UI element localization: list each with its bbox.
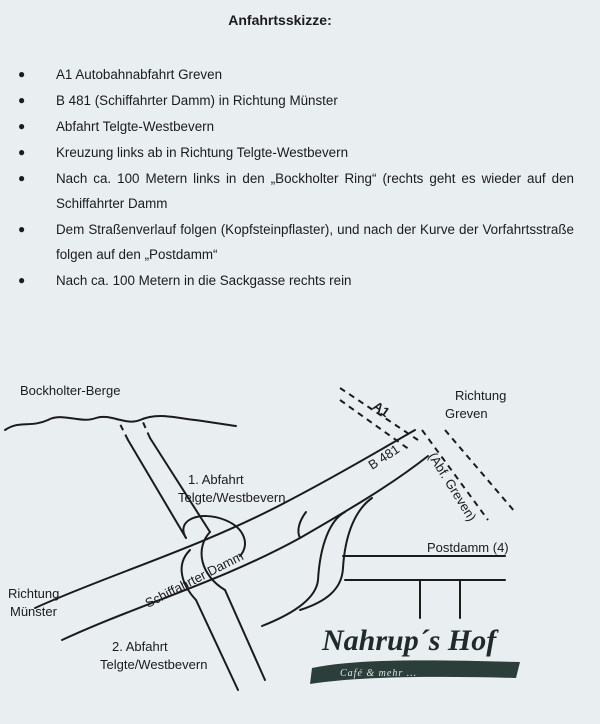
side-road-left-lower bbox=[196, 600, 238, 690]
label-richtung-muenster-2: Münster bbox=[10, 604, 57, 619]
list-item: ● Nach ca. 100 Metern links in den „Bockholter Ring“ (rechts geht es wieder auf den Schiffahrter Damm bbox=[14, 166, 574, 216]
bullet-icon: ● bbox=[18, 222, 26, 236]
bullet-icon: ● bbox=[18, 119, 26, 133]
side-road-right-lower bbox=[225, 590, 265, 680]
label-postdamm: Postdamm (4) bbox=[427, 540, 509, 555]
list-item: ● Abfahrt Telgte-Westbevern bbox=[14, 114, 574, 139]
bullet-icon: ● bbox=[18, 273, 26, 287]
bullet-icon: ● bbox=[18, 67, 26, 81]
label-richtung-greven-2: Greven bbox=[445, 406, 488, 421]
label-abfahrt1-line2: Telgte/Westbevern bbox=[178, 490, 286, 505]
label-abfahrt2-line2: Telgte/Westbevern bbox=[100, 657, 208, 672]
logo bbox=[310, 624, 520, 684]
bullet-icon: ● bbox=[18, 145, 26, 159]
label-schiffahrter-damm: Schiffahrter Damm bbox=[142, 548, 246, 611]
side-road-dash-left bbox=[118, 420, 128, 440]
list-item: ● B 481 (Schiffahrter Damm) in Richtung Münster bbox=[14, 88, 574, 113]
label-richtung-greven-1: Richtung bbox=[455, 388, 507, 403]
bockholter-ring-inner bbox=[300, 498, 372, 610]
list-item: ● Nach ca. 100 Metern in die Sackgasse rechts rein bbox=[14, 268, 574, 293]
side-road-left-upper bbox=[128, 440, 186, 538]
side-road-dash-right bbox=[142, 420, 150, 438]
list-item: ● A1 Autobahnabfahrt Greven bbox=[14, 62, 574, 87]
bullet-icon: ● bbox=[18, 93, 26, 107]
label-abf-greven: (Abf. Greven) bbox=[425, 449, 480, 524]
label-a1: A1 bbox=[370, 398, 393, 420]
hills-outline bbox=[5, 416, 236, 430]
label-b481: B 481 bbox=[365, 441, 403, 473]
logo-tagline: Café & mehr ... bbox=[340, 668, 418, 679]
list-item: ● Kreuzung links ab in Richtung Telgte-Westbevern bbox=[14, 140, 574, 165]
logo-name: Nahrup´s Hof bbox=[322, 624, 497, 657]
bullet-icon: ● bbox=[18, 171, 26, 185]
label-bockholter-berge: Bockholter-Berge bbox=[20, 383, 121, 398]
page-title: Anfahrtsskizze: bbox=[228, 12, 332, 28]
list-item: ● Dem Straßenverlauf folgen (Kopfsteinpflaster), und nach der Kurve der Vorfahrtsstraße folgen auf den „Postdamm“ bbox=[14, 217, 574, 267]
label-abfahrt1-line1: 1. Abfahrt bbox=[188, 472, 244, 487]
label-abfahrt2-line1: 2. Abfahrt bbox=[112, 639, 168, 654]
label-richtung-muenster-1: Richtung bbox=[8, 586, 60, 601]
